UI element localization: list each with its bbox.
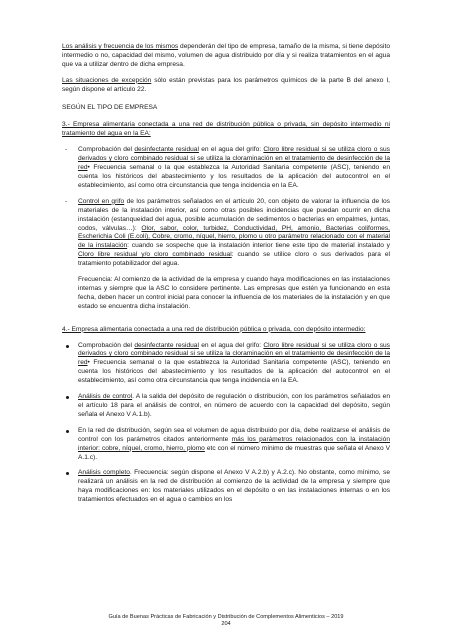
bullet-dot <box>66 396 69 399</box>
paragraph-analysis-frequency: Los análisis y frecuencia de los mismos dependerán del tipo de empresa, tamaño de la misma, si tiene depósito intermedio o no, capacidad del mismo, volumen de agua distribuido por día y si realiza tratamientos en el agua que va a utilizar dentro de dicha empresa. <box>62 43 390 68</box>
underlined-lead: Las situaciones de excepción <box>62 76 152 84</box>
dash-item-tap-control: - Control en grifo de los parámetros señalados en el artículo 20, con objeto de valorar la influencia de los materiales de la instalación interior, así como otras posibles incidencias que puedan ocurrir en dicha instalación (estanqueidad del agua, posible acumulación de sedimentos o bacterias en empalmes, juntas, codos, válvulas…): Olor, sabor, color, turbidez, Conductividad, PH, amonio, Bacterias coliformes, Escherichia Coli (E.coli), Cobre, cromo, níquel, hierro, plomo u otro parámetro relacionado con el material de la instalación: cuando se sospeche que la instalación interior tiene este tipo de material instalado y Cloro libre residual y/o cloro combinado residual: cuando se utilice cloro o sus derivados para el tratamiento potabilizador del agua. <box>65 197 390 268</box>
page-number: 204 <box>221 621 231 627</box>
section-title: SEGÚN EL TIPO DE EMPRESA <box>62 103 158 111</box>
bullet-dot <box>66 345 69 348</box>
footer-title: Guía de Buenas Prácticas de Fabricación y Distribución de Complementos Alimenticios – 2019 <box>108 614 344 620</box>
underlined-lead: Los análisis y frecuencia de los mismos <box>62 43 179 50</box>
dash-item-residual-disinfectant: - Comprobación del desinfectante residual en el agua del grifo: Cloro libre residual si se utiliza cloro o sus derivados y cloro combinado residual si se utiliza la cloraminación en el tratamiento de desinfección de la red• Frecuencia semanal o la que establezca la Autoridad Sanitaria competente (ASC), teniendo en cuenta los históricos del abastecimiento y los resultados de la aplicación del autocontrol en el establecimiento, así como otra circunstancia que tenga incidencia en la EA. <box>65 146 390 189</box>
bullet-item-residual-disinfectant: Comprobación del desinfectante residual en el agua del grifo: Cloro libre residual si se utiliza cloro o sus derivados y cloro combinado residual si se utiliza la cloraminación en el tratamiento de desinfección de la red• Frecuencia semanal o la que establezca la Autoridad Sanitaria competente (ASC), teniendo en cuenta los históricos del abastecimiento y los resultados de la aplicación del autocontrol en el establecimiento, así como otra circunstancia que tenga incidencia en la EA. <box>62 342 390 387</box>
bullet-item-distribution-network: En la red de distribución, según sea el volumen de agua distribuido por día, debe realizarse el análisis de control con los parámetros citados anteriormente más los parámetros relacionados con la instalación interior: cobre, níquel, cromo, hierro, plomo etc con el número mínimo de muestras que señala el Anexo V A.1.c). <box>62 427 390 463</box>
paragraph-exceptions: Las situaciones de excepción sólo están previstas para los parámetros químicos de la parte B del anexo I, según dispone el artículo 22. <box>62 76 390 93</box>
bullet-item-control-analysis: Análisis de control. A la salida del depósito de regulación o distribución, con los parámetros señalados en el artículo 18 para el análisis de control, en número de acuerdo con la capacidad del depósito, según señala el Anexo V A.1.b). <box>62 393 390 420</box>
bullet-dot <box>66 472 69 475</box>
dash-marker: - <box>65 146 68 154</box>
section-4-heading: 4.- Empresa alimentaria conectada a una red de distribución pública o privada, con depósito intermedio: <box>62 325 366 333</box>
page-body <box>62 43 390 505</box>
frequency-note: Frecuencia: Al comienzo de la actividad de la empresa y cuando haya modificaciones en las instalaciones internas y siempre que la ASC lo considere pertinente. Las empresas que estén ya funcionando en esta fecha, deben hacer un control inicial para conocer la influencia de los materiales de la instalación y en que estado se encuentra dicha instalación. <box>78 276 390 310</box>
dash-marker: - <box>65 197 68 205</box>
section-3-heading: 3.- Empresa alimentaria conectada a una red de distribución pública o privada, sin depósito intermedio ni tratamiento del agua en la EA: <box>62 121 390 138</box>
bullet-dot <box>66 430 69 433</box>
bullet-item-complete-analysis: Análisis completo. Frecuencia: según dispone el Anexo V A.2.b) y A.2.c). No obstante, como mínimo, se realizará un análisis en la red de distribución al comienzo de la actividad de la empresa y siempre que haya modificaciones en: los materiales utilizados en el depósito o en las instalaciones internas o en los tratamientos efectuados en el agua o cambios en los <box>62 469 390 505</box>
